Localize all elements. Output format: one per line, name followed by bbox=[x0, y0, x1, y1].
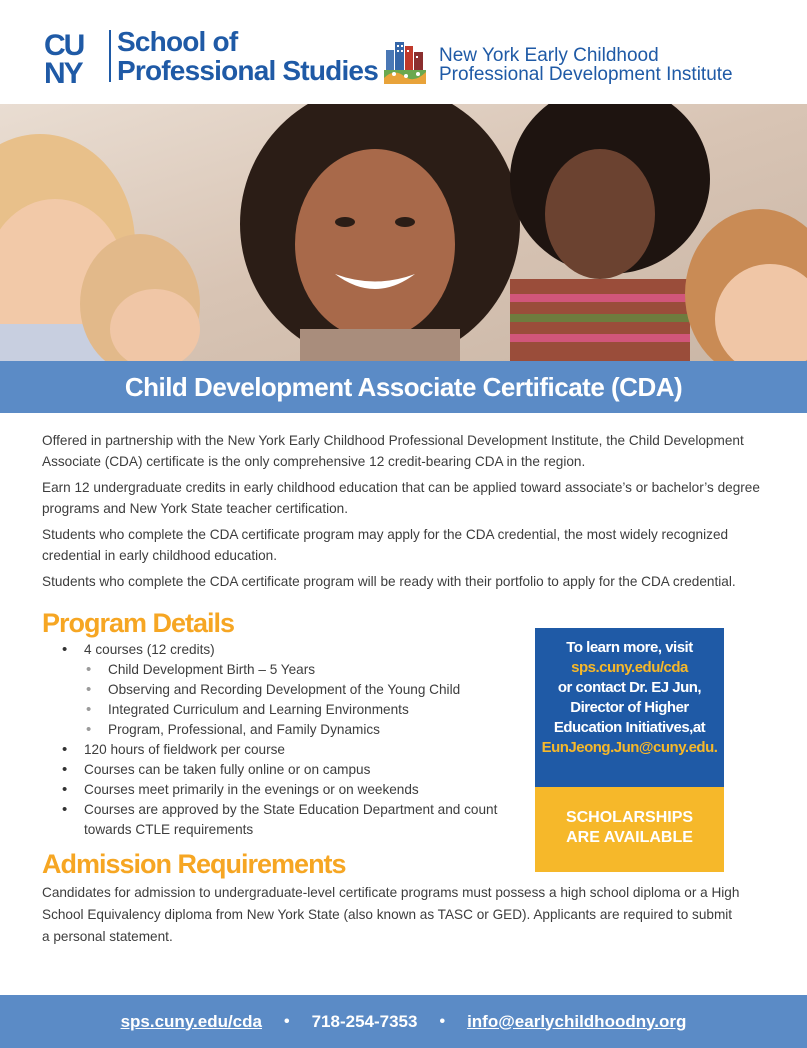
logo-divider bbox=[109, 30, 111, 82]
footer-separator: • bbox=[283, 1012, 290, 1030]
info-line-4: Education Initiatives,at bbox=[553, 719, 706, 736]
scholarships-line-2: ARE AVAILABLE bbox=[566, 829, 693, 846]
hero-photo bbox=[0, 104, 807, 362]
svg-text:NY: NY bbox=[44, 57, 82, 84]
footer-phone[interactable]: 718-254-7353 bbox=[311, 1011, 418, 1031]
contact-info-box bbox=[535, 628, 724, 787]
list-item: • 120 hours of fieldwork per course bbox=[62, 740, 502, 760]
admission-text: Candidates for admission to undergraduate-level certificate programs must possess a high school diploma or a High School Equivalency diploma from New York State (also known as TASC or GED). Applicants are required to submit a personal statement. bbox=[42, 885, 740, 944]
footer bbox=[0, 995, 807, 1048]
program-details-list bbox=[62, 640, 502, 840]
info-line-3: Director of Higher bbox=[570, 699, 689, 716]
info-line-2: or contact Dr. EJ Jun, bbox=[557, 679, 702, 696]
list-item: • Courses meet primarily in the evenings or on weekends bbox=[62, 780, 502, 800]
intro-paragraph-2: Earn 12 undergraduate credits in early childhood education that can be applied toward associate’s or bachelor’s degree programs and New York State teacher certification. bbox=[42, 480, 760, 516]
intro-paragraph-4: Students who complete the CDA certificate program will be ready with their portfolio to apply for the CDA credential. bbox=[42, 574, 736, 589]
nyec-line-2: Professional Development Institute bbox=[439, 64, 733, 85]
info-line-1: To learn more, visit bbox=[566, 639, 693, 656]
footer-website-link[interactable]: sps.cuny.edu/cda bbox=[120, 1011, 262, 1031]
intro-paragraph-1: Offered in partnership with the New York Early Childhood Professional Development Institute, the Child Development Associate (CDA) certificate is the only comprehensive 12 credit-bearing CDA in the region. bbox=[42, 433, 744, 469]
footer-email-link[interactable]: info@earlychildhoodny.org bbox=[467, 1011, 687, 1031]
list-item: • Courses can be taken fully online or on campus bbox=[62, 760, 502, 780]
intro-paragraph-3: Students who complete the CDA certificate program may apply for the CDA credential, the most widely recognized credential in early childhood education. bbox=[42, 527, 729, 563]
list-item: • 4 courses (12 credits) bbox=[62, 640, 502, 660]
cuny-logo[interactable] bbox=[44, 30, 102, 84]
info-website-link[interactable]: sps.cuny.edu/cda bbox=[571, 659, 688, 676]
list-item: • Observing and Recording Development of the Young Child bbox=[62, 680, 502, 700]
nyec-logo bbox=[382, 40, 430, 86]
svg-text:CU: CU bbox=[44, 30, 84, 62]
hero-illustration bbox=[0, 104, 807, 362]
admission-heading: Admission Requirements bbox=[42, 849, 346, 879]
nyec-name bbox=[439, 46, 733, 84]
intro-text bbox=[42, 430, 770, 597]
scholarships-box bbox=[535, 787, 724, 872]
sps-line-1: School of bbox=[117, 26, 238, 57]
sps-line-2: Professional Studies bbox=[117, 55, 378, 86]
program-details-heading: Program Details bbox=[42, 608, 235, 638]
scholarships-line-1: SCHOLARSHIPS bbox=[565, 809, 694, 826]
page-title: Child Development Associate Certificate (CDA) bbox=[124, 371, 683, 402]
list-item: • Program, Professional, and Family Dynamics bbox=[62, 720, 502, 740]
list-item: • Child Development Birth – 5 Years bbox=[62, 660, 502, 680]
nyec-line-1: New York Early Childhood bbox=[439, 45, 659, 66]
header bbox=[0, 0, 807, 104]
list-item: • Integrated Curriculum and Learning Environments bbox=[62, 700, 502, 720]
info-email-link[interactable]: EunJeong.Jun@cuny.edu. bbox=[541, 739, 718, 756]
title-band bbox=[0, 361, 807, 413]
list-item: • Courses are approved by the State Education Department and count towards CTLE requirements bbox=[62, 800, 502, 840]
sps-name bbox=[117, 27, 378, 85]
footer-separator: • bbox=[439, 1012, 446, 1030]
